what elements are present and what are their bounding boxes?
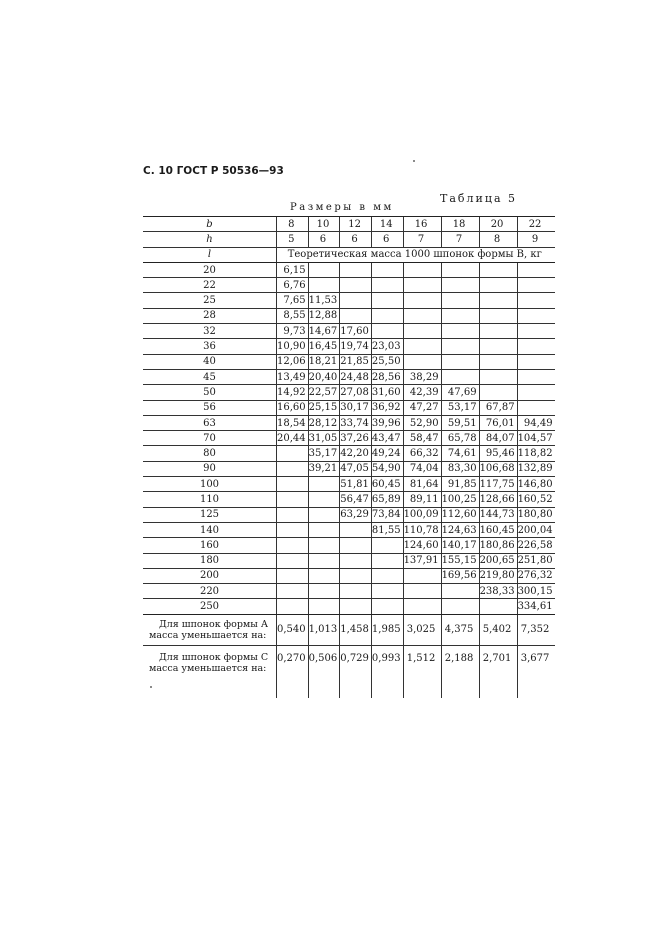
mass-value: 54,90 [371, 461, 403, 476]
mass-value [371, 293, 403, 308]
mass-value [441, 293, 479, 308]
length-value: 70 [143, 431, 277, 446]
footer-label-line1: Для шпонок формы А [159, 618, 269, 630]
length-value: 40 [143, 354, 277, 369]
mass-value: 67,87 [479, 400, 517, 415]
mass-value: 200,04 [517, 522, 555, 537]
footer-label [143, 645, 277, 698]
table-row [143, 568, 555, 583]
mass-value: 19,74 [340, 339, 372, 354]
reduction-value: 0,729 [340, 645, 372, 698]
mass-value [277, 584, 309, 599]
mass-value: 155,15 [441, 553, 479, 568]
mass-value: 28,56 [371, 369, 403, 384]
mass-value [308, 522, 340, 537]
mass-value: 74,61 [441, 446, 479, 461]
mass-value [403, 339, 441, 354]
mass-value [308, 278, 340, 293]
mass-value [479, 339, 517, 354]
mass-value [403, 584, 441, 599]
mass-value: 65,89 [371, 492, 403, 507]
mass-value [479, 308, 517, 323]
mass-value [340, 599, 372, 614]
mass-value: 226,58 [517, 538, 555, 553]
mass-value [479, 369, 517, 384]
h-label: h [143, 232, 277, 247]
h-value: 6 [371, 232, 403, 247]
mass-value: 91,85 [441, 477, 479, 492]
mass-value: 124,63 [441, 522, 479, 537]
footer-row [143, 614, 555, 645]
table-row [143, 262, 555, 277]
mass-value: 28,12 [308, 415, 340, 430]
mass-value: 65,78 [441, 431, 479, 446]
mass-value [441, 369, 479, 384]
b-label: b [143, 217, 277, 232]
mass-value: 31,60 [371, 385, 403, 400]
mass-value [403, 308, 441, 323]
reduction-value: 3,025 [403, 614, 441, 645]
reduction-value: 2,701 [479, 645, 517, 698]
mass-value: 180,86 [479, 538, 517, 553]
mass-value: 73,84 [371, 507, 403, 522]
mass-value [340, 568, 372, 583]
mass-value: 39,96 [371, 415, 403, 430]
mass-caption: Теоретическая масса 1000 шпонок формы В, кг [277, 247, 555, 262]
mass-value: 16,60 [277, 400, 309, 415]
mass-value: 124,60 [403, 538, 441, 553]
mass-value: 27,08 [340, 385, 372, 400]
mass-value: 23,03 [371, 339, 403, 354]
mass-value [403, 324, 441, 339]
mass-value [277, 599, 309, 614]
h-value: 5 [277, 232, 309, 247]
mass-value [517, 400, 555, 415]
mass-value: 38,29 [403, 369, 441, 384]
mass-value [308, 262, 340, 277]
length-value: 250 [143, 599, 277, 614]
mass-value [277, 507, 309, 522]
reduction-value: 0,540 [277, 614, 309, 645]
table-row [143, 584, 555, 599]
mass-value: 35,17 [308, 446, 340, 461]
reduction-value: 1,013 [308, 614, 340, 645]
l-label: l [143, 247, 277, 262]
mass-value: 76,01 [479, 415, 517, 430]
mass-value: 10,90 [277, 339, 309, 354]
table-row [143, 385, 555, 400]
length-value: 25 [143, 293, 277, 308]
mass-value: 42,20 [340, 446, 372, 461]
mass-value: 21,85 [340, 354, 372, 369]
length-value: 32 [143, 324, 277, 339]
mass-value: 334,61 [517, 599, 555, 614]
mass-value: 47,27 [403, 400, 441, 415]
mass-value: 238,33 [479, 584, 517, 599]
mass-value [340, 584, 372, 599]
mass-value [517, 308, 555, 323]
mass-value: 100,09 [403, 507, 441, 522]
mass-value [479, 599, 517, 614]
mass-value: 31,05 [308, 431, 340, 446]
mass-value: 66,32 [403, 446, 441, 461]
mass-value: 276,32 [517, 568, 555, 583]
mass-value [340, 538, 372, 553]
length-value: 200 [143, 568, 277, 583]
mass-value [277, 461, 309, 476]
table-row [143, 599, 555, 614]
mass-value: 81,64 [403, 477, 441, 492]
mass-value: 33,74 [340, 415, 372, 430]
mass-value [340, 278, 372, 293]
mass-value [441, 278, 479, 293]
mass-value [371, 278, 403, 293]
b-value: 20 [479, 217, 517, 232]
length-value: 36 [143, 339, 277, 354]
mass-value [403, 599, 441, 614]
mass-value [479, 385, 517, 400]
reduction-value: 1,985 [371, 614, 403, 645]
length-value: 20 [143, 262, 277, 277]
table-row [143, 400, 555, 415]
mass-value: 39,21 [308, 461, 340, 476]
mass-value: 47,69 [441, 385, 479, 400]
mass-value [403, 568, 441, 583]
mass-value: 56,47 [340, 492, 372, 507]
b-value: 14 [371, 217, 403, 232]
mass-value [479, 324, 517, 339]
mass-value [517, 278, 555, 293]
mass-value [517, 354, 555, 369]
length-value: 140 [143, 522, 277, 537]
length-value: 28 [143, 308, 277, 323]
mass-value: 251,80 [517, 553, 555, 568]
mass-value [403, 262, 441, 277]
mass-value [517, 262, 555, 277]
mass-table [143, 216, 555, 698]
footer-label-line1: Для шпонок формы С [159, 651, 269, 663]
mass-value: 14,67 [308, 324, 340, 339]
table-row [143, 477, 555, 492]
mass-value: 36,92 [371, 400, 403, 415]
mass-value: 89,11 [403, 492, 441, 507]
mass-value [517, 324, 555, 339]
mass-value [340, 553, 372, 568]
mass-value: 146,80 [517, 477, 555, 492]
length-value: 45 [143, 369, 277, 384]
mass-value [371, 308, 403, 323]
mass-value: 74,04 [403, 461, 441, 476]
reduction-value: 1,458 [340, 614, 372, 645]
mass-value [517, 369, 555, 384]
table-row [143, 507, 555, 522]
reduction-value: 7,352 [517, 614, 555, 645]
h-value: 8 [479, 232, 517, 247]
reduction-value: 1,512 [403, 645, 441, 698]
mass-value [371, 599, 403, 614]
mass-value [441, 339, 479, 354]
mass-value [371, 553, 403, 568]
mass-value [308, 492, 340, 507]
mass-value [277, 492, 309, 507]
table-row [143, 324, 555, 339]
b-value: 10 [308, 217, 340, 232]
mass-value: 140,17 [441, 538, 479, 553]
mass-value: 117,75 [479, 477, 517, 492]
mass-value: 18,54 [277, 415, 309, 430]
table-row [143, 492, 555, 507]
mass-value [479, 278, 517, 293]
mass-value [277, 477, 309, 492]
mass-value [441, 262, 479, 277]
mass-value [277, 568, 309, 583]
mass-value: 118,82 [517, 446, 555, 461]
mass-value [277, 446, 309, 461]
mass-value: 83,30 [441, 461, 479, 476]
mass-value [441, 354, 479, 369]
mass-value [340, 522, 372, 537]
mass-value: 14,92 [277, 385, 309, 400]
mass-value: 17,60 [340, 324, 372, 339]
scan-speck [413, 160, 415, 162]
mass-value: 52,90 [403, 415, 441, 430]
page-header: С. 10 ГОСТ Р 50536—93 [143, 165, 284, 177]
mass-value: 18,21 [308, 354, 340, 369]
mass-value: 7,65 [277, 293, 309, 308]
mass-value: 58,47 [403, 431, 441, 446]
mass-value [340, 308, 372, 323]
mass-value [340, 293, 372, 308]
mass-value: 84,07 [479, 431, 517, 446]
mass-value: 144,73 [479, 507, 517, 522]
mass-value [441, 324, 479, 339]
length-value: 125 [143, 507, 277, 522]
length-value: 180 [143, 553, 277, 568]
table-row [143, 339, 555, 354]
mass-value: 63,29 [340, 507, 372, 522]
mass-value: 95,46 [479, 446, 517, 461]
length-value: 56 [143, 400, 277, 415]
mass-value: 25,15 [308, 400, 340, 415]
mass-value: 6,76 [277, 278, 309, 293]
header-row-b [143, 217, 555, 232]
mass-value: 106,68 [479, 461, 517, 476]
h-value: 6 [308, 232, 340, 247]
reduction-value: 3,677 [517, 645, 555, 698]
mass-value: 60,45 [371, 477, 403, 492]
table-row [143, 369, 555, 384]
mass-value [517, 339, 555, 354]
reduction-value: 0,506 [308, 645, 340, 698]
mass-value [479, 354, 517, 369]
table-row [143, 431, 555, 446]
mass-value [517, 293, 555, 308]
mass-value: 160,45 [479, 522, 517, 537]
table-row [143, 415, 555, 430]
length-value: 160 [143, 538, 277, 553]
mass-value: 128,66 [479, 492, 517, 507]
length-value: 110 [143, 492, 277, 507]
mass-value: 43,47 [371, 431, 403, 446]
b-value: 16 [403, 217, 441, 232]
mass-value: 30,17 [340, 400, 372, 415]
reduction-value: 2,188 [441, 645, 479, 698]
h-value: 7 [441, 232, 479, 247]
mass-value [371, 584, 403, 599]
mass-value: 47,05 [340, 461, 372, 476]
h-value: 9 [517, 232, 555, 247]
mass-value [308, 584, 340, 599]
mass-value [371, 262, 403, 277]
mass-value [441, 584, 479, 599]
mass-value [308, 553, 340, 568]
reduction-value: 5,402 [479, 614, 517, 645]
mass-value [308, 568, 340, 583]
table-row [143, 308, 555, 323]
h-value: 6 [340, 232, 372, 247]
table-row [143, 278, 555, 293]
b-value: 22 [517, 217, 555, 232]
mass-value [340, 262, 372, 277]
mass-value: 200,65 [479, 553, 517, 568]
mass-value [371, 538, 403, 553]
mass-value: 12,88 [308, 308, 340, 323]
mass-value [277, 553, 309, 568]
footer-label-line2: масса уменьшается на: [149, 662, 267, 674]
reduction-value: 4,375 [441, 614, 479, 645]
mass-value [403, 293, 441, 308]
mass-value [371, 568, 403, 583]
footer-label-line2: масса уменьшается на: [149, 629, 267, 641]
table-row [143, 538, 555, 553]
mass-value: 24,48 [340, 369, 372, 384]
mass-value: 300,15 [517, 584, 555, 599]
mass-value [308, 507, 340, 522]
mass-value: 81,55 [371, 522, 403, 537]
length-value: 50 [143, 385, 277, 400]
mass-value: 22,57 [308, 385, 340, 400]
mass-value: 53,17 [441, 400, 479, 415]
mass-value [403, 354, 441, 369]
mass-value: 110,78 [403, 522, 441, 537]
table-row [143, 522, 555, 537]
mass-value: 160,52 [517, 492, 555, 507]
mass-value [441, 308, 479, 323]
footer-label [143, 614, 277, 645]
mass-value [403, 278, 441, 293]
mass-value: 16,45 [308, 339, 340, 354]
mass-value: 94,49 [517, 415, 555, 430]
mass-value: 169,56 [441, 568, 479, 583]
mass-value: 11,53 [308, 293, 340, 308]
b-value: 18 [441, 217, 479, 232]
mass-value [277, 538, 309, 553]
table-row [143, 553, 555, 568]
mass-value: 12,06 [277, 354, 309, 369]
mass-value: 132,89 [517, 461, 555, 476]
mass-value: 137,91 [403, 553, 441, 568]
mass-value [371, 324, 403, 339]
mass-value: 180,80 [517, 507, 555, 522]
length-value: 22 [143, 278, 277, 293]
reduction-value: 0,270 [277, 645, 309, 698]
mass-value: 6,15 [277, 262, 309, 277]
length-value: 100 [143, 477, 277, 492]
header-row-h [143, 232, 555, 247]
length-value: 90 [143, 461, 277, 476]
mass-value: 59,51 [441, 415, 479, 430]
header-row-l [143, 247, 555, 262]
units-caption: Размеры в мм [290, 202, 394, 213]
length-value: 63 [143, 415, 277, 430]
mass-value: 100,25 [441, 492, 479, 507]
mass-value: 42,39 [403, 385, 441, 400]
mass-value [277, 522, 309, 537]
mass-value: 49,24 [371, 446, 403, 461]
mass-value [308, 538, 340, 553]
mass-value [308, 599, 340, 614]
mass-value: 9,73 [277, 324, 309, 339]
mass-value [517, 385, 555, 400]
length-value: 220 [143, 584, 277, 599]
mass-value: 104,57 [517, 431, 555, 446]
b-value: 12 [340, 217, 372, 232]
table-row [143, 446, 555, 461]
mass-value: 219,80 [479, 568, 517, 583]
length-value: 80 [143, 446, 277, 461]
reduction-value: 0,993 [371, 645, 403, 698]
mass-value [308, 477, 340, 492]
mass-value: 37,26 [340, 431, 372, 446]
mass-value: 25,50 [371, 354, 403, 369]
mass-value: 8,55 [277, 308, 309, 323]
mass-value: 13,49 [277, 369, 309, 384]
mass-value: 20,40 [308, 369, 340, 384]
table-row [143, 461, 555, 476]
h-value: 7 [403, 232, 441, 247]
mass-value: 51,81 [340, 477, 372, 492]
table-title: Таблица 5 [440, 192, 517, 205]
table-row [143, 354, 555, 369]
footer-row [143, 645, 555, 698]
mass-value: 112,60 [441, 507, 479, 522]
mass-value [441, 599, 479, 614]
b-value: 8 [277, 217, 309, 232]
mass-value [479, 262, 517, 277]
table-row [143, 293, 555, 308]
mass-value [479, 293, 517, 308]
mass-value: 20,44 [277, 431, 309, 446]
